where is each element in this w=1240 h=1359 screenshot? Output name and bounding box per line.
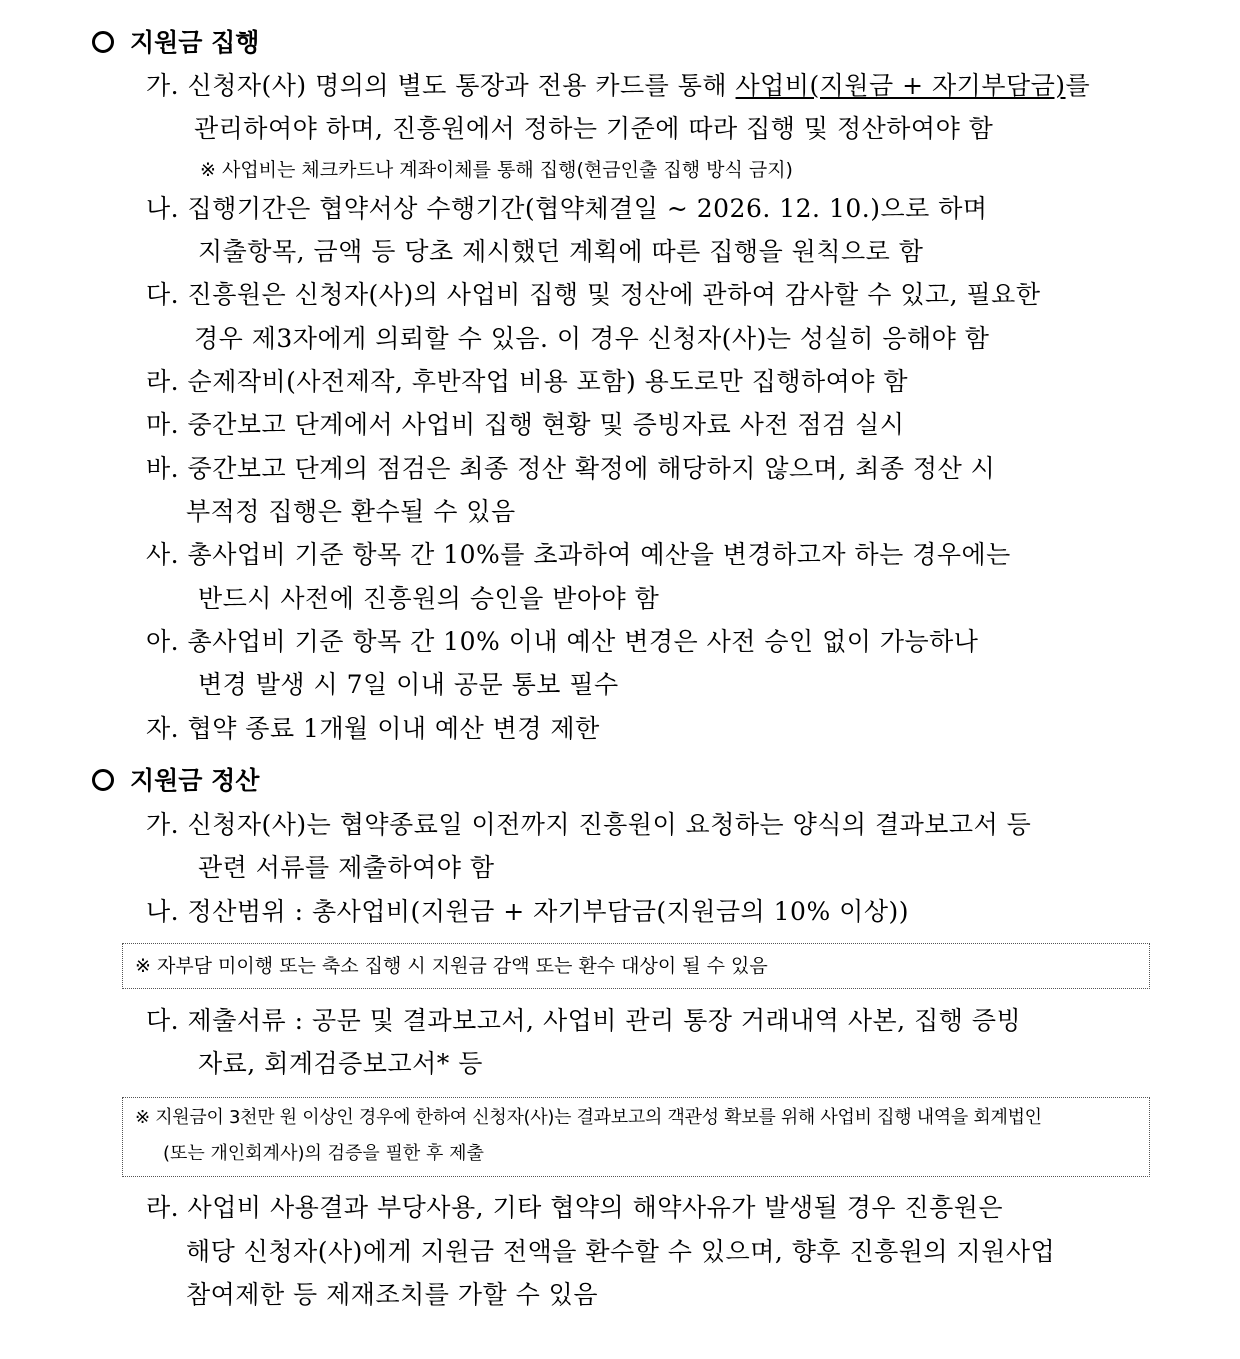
note-self-burden: ※ 자부담 미이행 또는 축소 집행 시 지원금 감액 또는 환수 대상이 될 수 있음 (135, 955, 768, 977)
item-da-line1: 다. 진흥원은 신청자(사)의 사업비 집행 및 정산에 관하여 감사할 수 있고, 필요한 (146, 280, 1041, 309)
item2-ga-line2: 관련 서류를 제출하여야 함 (198, 853, 495, 882)
item-sa-line1: 사. 총사업비 기준 항목 간 10%를 초과하여 예산을 변경하고자 하는 경우에는 (146, 540, 1011, 569)
circle-bullet-icon (92, 31, 114, 53)
circle-bullet-icon (92, 769, 114, 791)
underlined-phrase: 사업비(지원금 + 자기부담금) (735, 71, 1066, 100)
item-na-line1: 나. 집행기간은 협약서상 수행기간(협약체결일 ~ 2026. 12. 10.)으로 하며 (146, 194, 988, 223)
item-ja: 자. 협약 종료 1개월 이내 예산 변경 제한 (146, 714, 600, 743)
item2-da-line2: 자료, 회계검증보고서* 등 (198, 1049, 483, 1078)
item-ga-line1: 가. 신청자(사) 명의의 별도 통장과 전용 카드를 통해 사업비(지원금 + 자기부담금)를 (146, 71, 1091, 100)
item2-da-line1: 다. 제출서류 : 공문 및 결과보고서, 사업비 관리 통장 거래내역 사본, 집행 증빙 (146, 1006, 1022, 1035)
item2-na: 나. 정산범위 : 총사업비(지원금 + 자기부담금(지원금의 10% 이상)) (146, 897, 909, 926)
note-box-self-burden (122, 943, 1150, 989)
item-ba-line2: 부적정 집행은 환수될 수 있음 (186, 497, 516, 526)
item2-ra-line3: 참여제한 등 제재조치를 가할 수 있음 (186, 1280, 598, 1309)
item2-ra-line2: 해당 신청자(사)에게 지원금 전액을 환수할 수 있으며, 향후 진흥원의 지원사업 (186, 1237, 1056, 1266)
item-a-line1: 아. 총사업비 기준 항목 간 10% 이내 예산 변경은 사전 승인 없이 가능하나 (146, 627, 979, 656)
item-ma: 마. 중간보고 단계에서 사업비 집행 현황 및 증빙자료 사전 점검 실시 (146, 410, 905, 439)
section-heading-settlement: 지원금 정산 (92, 764, 259, 798)
item-da-line2: 경우 제3자에게 의뢰할 수 있음. 이 경우 신청자(사)는 성실히 응해야 함 (194, 324, 990, 353)
note-checkcard: ※ 사업비는 체크카드나 계좌이체를 통해 집행(현금인출 집행 방식 금지) (200, 159, 793, 181)
item-a-line2: 변경 발생 시 7일 이내 공문 통보 필수 (198, 670, 619, 699)
note-box-audit (122, 1097, 1150, 1177)
item2-ga-line1: 가. 신청자(사)는 협약종료일 이전까지 진흥원이 요청하는 양식의 결과보고서 등 (146, 810, 1032, 839)
item-ga-line2: 관리하여야 하며, 진흥원에서 정하는 기준에 따라 집행 및 정산하여야 함 (194, 114, 994, 143)
item-sa-line2: 반드시 사전에 진흥원의 승인을 받아야 함 (198, 584, 660, 613)
note-audit-line2: (또는 개인회계사)의 검증을 필한 후 제출 (163, 1143, 484, 1164)
item-ba-line1: 바. 중간보고 단계의 점검은 최종 정산 확정에 해당하지 않으며, 최종 정산 시 (146, 454, 996, 483)
note-audit-line1: ※ 지원금이 3천만 원 이상인 경우에 한하여 신청자(사)는 결과보고의 객관성 확보를 위해 사업비 집행 내역을 회계법인 (135, 1107, 1042, 1128)
item2-ra-line1: 라. 사업비 사용결과 부당사용, 기타 협약의 해약사유가 발생될 경우 진흥원은 (146, 1193, 1004, 1222)
item-ra: 라. 순제작비(사전제작, 후반작업 비용 포함) 용도로만 집행하여야 함 (146, 367, 909, 396)
section-heading-execution: 지원금 집행 (92, 26, 259, 60)
item-na-line2: 지출항목, 금액 등 당초 제시했던 계획에 따른 집행을 원칙으로 함 (198, 237, 924, 266)
